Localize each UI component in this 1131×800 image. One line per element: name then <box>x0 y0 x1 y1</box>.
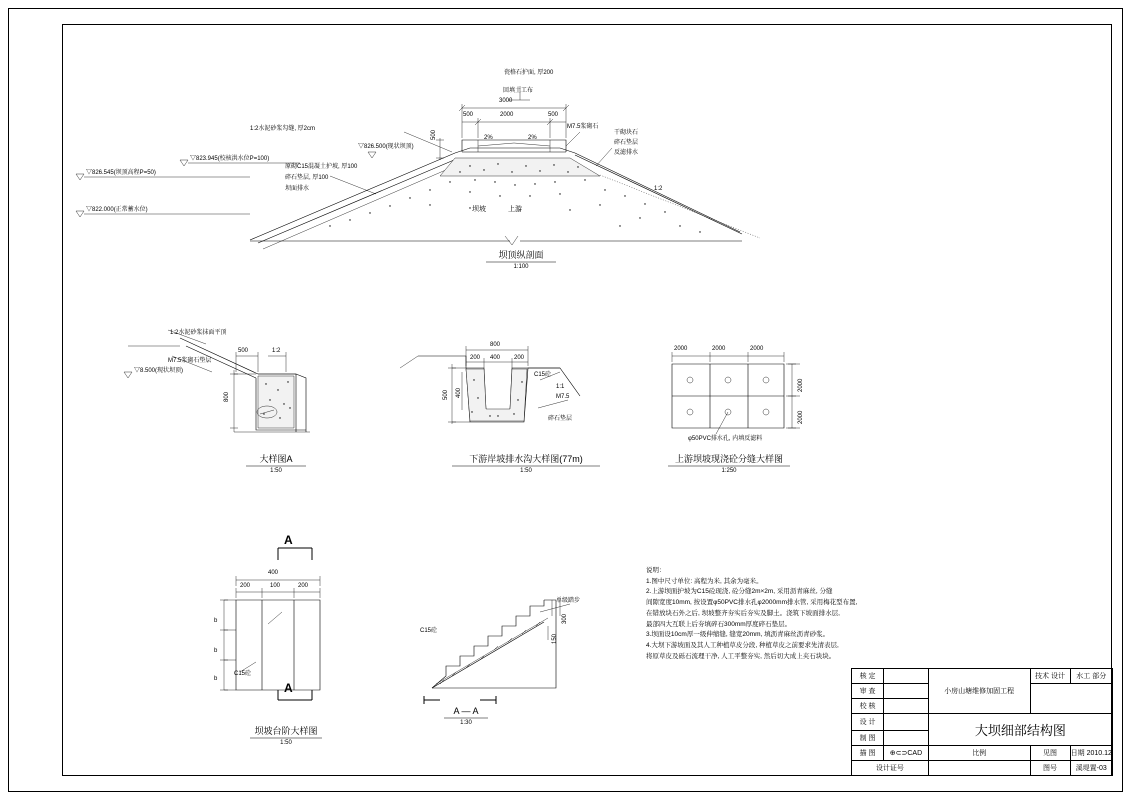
notes-heading: 说明： <box>646 567 666 574</box>
note-item-4: 在错放块石外之后, 坝坡整齐夯实后夯实及脚土。浇筑下坡面排水层, <box>646 609 840 617</box>
label-dam-face: 坝坡 <box>472 206 486 213</box>
label-concrete-slope: 原砌C15混凝土护坡, 厚100 <box>285 164 358 170</box>
view-scale-detail-a: 1:50 <box>270 468 282 474</box>
tb-label-traced: 描 图 <box>852 746 884 761</box>
note-item-6: 3.坝面设10cm厚一级伸缩缝, 缝宽20mm, 填沥青麻丝沥青砂浆。 <box>646 631 830 639</box>
step-label-c15: C15砼 <box>234 671 252 677</box>
slope-ratio-down: 1:2 <box>654 186 663 192</box>
step-section-mark-a-bottom: A <box>284 681 293 695</box>
joint-dim-3: 2000 <box>750 346 764 352</box>
tb-value-review <box>884 684 929 699</box>
joint-dim-2: 2000 <box>712 346 726 352</box>
step-dim-b3: b <box>214 676 218 682</box>
detail-a-dim-800: 800 <box>224 391 230 402</box>
stepaa-label-tread: 单级踏步 <box>556 598 581 604</box>
tb-discipline-spacer <box>1030 684 1112 714</box>
note-item-3: 间隙宽度10mm, 按设置φ50PVC排水孔φ2000mm排水管, 采用梅花型布置, <box>646 599 858 607</box>
slope-2pct-right: 2% <box>528 135 537 141</box>
title-block <box>851 668 1113 772</box>
elevation-crest: ▽826.545(坝顶高程P=50) <box>86 170 156 176</box>
view-title-step: 坝坡台阶大样图 <box>254 726 318 736</box>
ditch-dim-200a: 200 <box>470 355 481 361</box>
ditch-label-m75: M7.5 <box>556 394 570 400</box>
step-dim-200b: 200 <box>298 583 309 589</box>
detail-a-label-masonry: M7.5浆砌石垫层 <box>168 358 212 364</box>
label-mortar-joint: 1:2水泥砂浆勾缝, 厚2cm <box>250 126 316 132</box>
tb-cert-value <box>928 761 1030 776</box>
view-title-ditch: 下游岸坡排水沟大样图(77m) <box>469 454 583 464</box>
ditch-label-c15: C15砼 <box>534 372 552 378</box>
label-filter-drain: 反滤排水 <box>614 150 639 156</box>
ditch-slope-1-1: 1:1 <box>556 384 565 390</box>
tb-label-approve: 核 定 <box>852 669 884 684</box>
note-item-7: 4.大坝下游坡面及其人工种植草皮分段, 种植草皮之前要求先清表层, <box>646 642 839 650</box>
note-item-5: 最部四大互联上后夯填碎石300mm厚度碎石垫层。 <box>646 620 792 628</box>
ditch-dim-800: 800 <box>490 342 501 348</box>
view-scale-ditch: 1:50 <box>520 468 532 474</box>
joint-dim-1: 2000 <box>674 346 688 352</box>
view-title-joint: 上游坝坡现浇砼分缝大样图 <box>674 454 784 464</box>
tb-label-number: 图号 <box>1030 761 1070 776</box>
tb-value-number: 溪堤置-03 <box>1070 761 1113 776</box>
label-stone-facing: 瓷格石护面, 厚200 <box>504 70 554 76</box>
view-scale-joint: 1:250 <box>721 468 737 474</box>
tb-discipline-value: 水工 部分 <box>1070 669 1113 684</box>
view-title-detail-a: 大样图A <box>259 454 293 464</box>
step-dim-b2: b <box>214 648 218 654</box>
ditch-dim-200b: 200 <box>514 355 525 361</box>
dim-crest-total: 3000 <box>499 98 513 104</box>
detail-a-elevation: ▽8.500(现状坝顶) <box>134 368 184 374</box>
ditch-dim-400v: 400 <box>456 387 462 398</box>
tb-sheet-title: 大坝细部结构图 <box>928 714 1112 746</box>
note-item-1: 1.图中尺寸单位: 高程为米, 其余为毫米。 <box>646 577 763 585</box>
label-upstream: 上游 <box>508 206 522 213</box>
dim-crest-right: 500 <box>548 112 559 118</box>
note-item-8: 将原草皮及砾石流理干净, 人工平整夯实, 然后切大成上夹石块块。 <box>646 652 836 660</box>
tb-date <box>1070 746 1113 761</box>
elev-existing-crest: ▽826.500(现状坝顶) <box>358 144 414 150</box>
ditch-dim-500: 500 <box>443 389 449 400</box>
tb-value-date: 2010.12 <box>1086 750 1112 757</box>
joint-dim-5: 2000 <box>798 410 804 424</box>
detail-a-dim-500: 500 <box>238 348 249 354</box>
label-surface-drain: 坝面排水 <box>285 186 310 192</box>
view-title-main: 坝顶纵剖面 <box>498 250 544 260</box>
tb-value-scale: 见图 <box>1030 746 1070 761</box>
tb-project-name: 小房山塘维修加固工程 <box>928 669 1030 714</box>
dim-crest-left: 500 <box>463 112 474 118</box>
view-scale-step: 1:50 <box>280 740 292 746</box>
tb-cert-label: 设计证号 <box>852 761 929 776</box>
label-masonry: M7.5浆砌石 <box>567 124 599 130</box>
ditch-dim-400: 400 <box>490 355 501 361</box>
tb-discipline-label: 技术 设计 <box>1030 669 1070 684</box>
step-dim-200a: 200 <box>240 583 251 589</box>
detail-a-label-plaster: 1:2水泥砂浆抹面平顶 <box>170 330 227 336</box>
ditch-label-gravel: 碎石垫层 <box>548 416 573 422</box>
step-dim-400: 400 <box>268 570 279 576</box>
label-dry-masonry: 干砌块石 <box>614 130 639 136</box>
tb-value-design <box>884 714 929 731</box>
tb-label-design: 设 计 <box>852 714 884 731</box>
tb-label-check: 校 核 <box>852 699 884 714</box>
tb-label-drawn: 制 图 <box>852 731 884 746</box>
tb-value-approve <box>884 669 929 684</box>
elevation-check-flood: ▽823.945(校核洪水位P=100) <box>190 156 270 162</box>
tb-value-traced: ⊕⊂⊃CAD <box>884 746 929 761</box>
dim-crest-height: 500 <box>431 129 437 140</box>
joint-dim-4: 2000 <box>798 378 804 392</box>
step-section-mark-a-top: A <box>284 533 293 547</box>
tb-label-date: 日期 <box>1070 750 1085 757</box>
slope-2pct-left: 2% <box>484 135 493 141</box>
view-title-step-aa: A — A <box>453 706 479 716</box>
step-dim-100: 100 <box>270 583 281 589</box>
view-scale-main: 1:100 <box>513 264 529 270</box>
joint-label-pvc: φ50PVC排水孔, 内填反滤料 <box>688 436 763 442</box>
dim-crest-mid: 2000 <box>500 112 514 118</box>
stepaa-label-c15: C15砼 <box>420 628 438 634</box>
label-geotextile: 回填土工布 <box>503 88 534 94</box>
tb-label-scale: 比例 <box>928 746 1030 761</box>
stepaa-dim-150: 150 <box>552 633 558 644</box>
tb-value-check <box>884 699 929 714</box>
stepaa-dim-300: 300 <box>562 613 568 624</box>
tb-label-review: 审 查 <box>852 684 884 699</box>
note-item-2: 2.上游坝面护坡为C15砼现浇, 砼分缝2m×2m, 采用沥青麻丝, 分缝 <box>646 588 833 596</box>
elevation-normal-pool: ▽822.000(正常蓄水位) <box>86 207 148 213</box>
step-dim-b1: b <box>214 618 218 624</box>
tb-value-drawn <box>884 731 929 746</box>
detail-a-slope: 1:2 <box>272 348 281 354</box>
label-gravel-bed: 碎石垫层 <box>614 140 639 146</box>
label-gravel-layer: 碎石垫层, 厚100 <box>285 175 329 181</box>
view-scale-step-aa: 1:30 <box>460 720 472 726</box>
notes-block <box>646 566 896 662</box>
